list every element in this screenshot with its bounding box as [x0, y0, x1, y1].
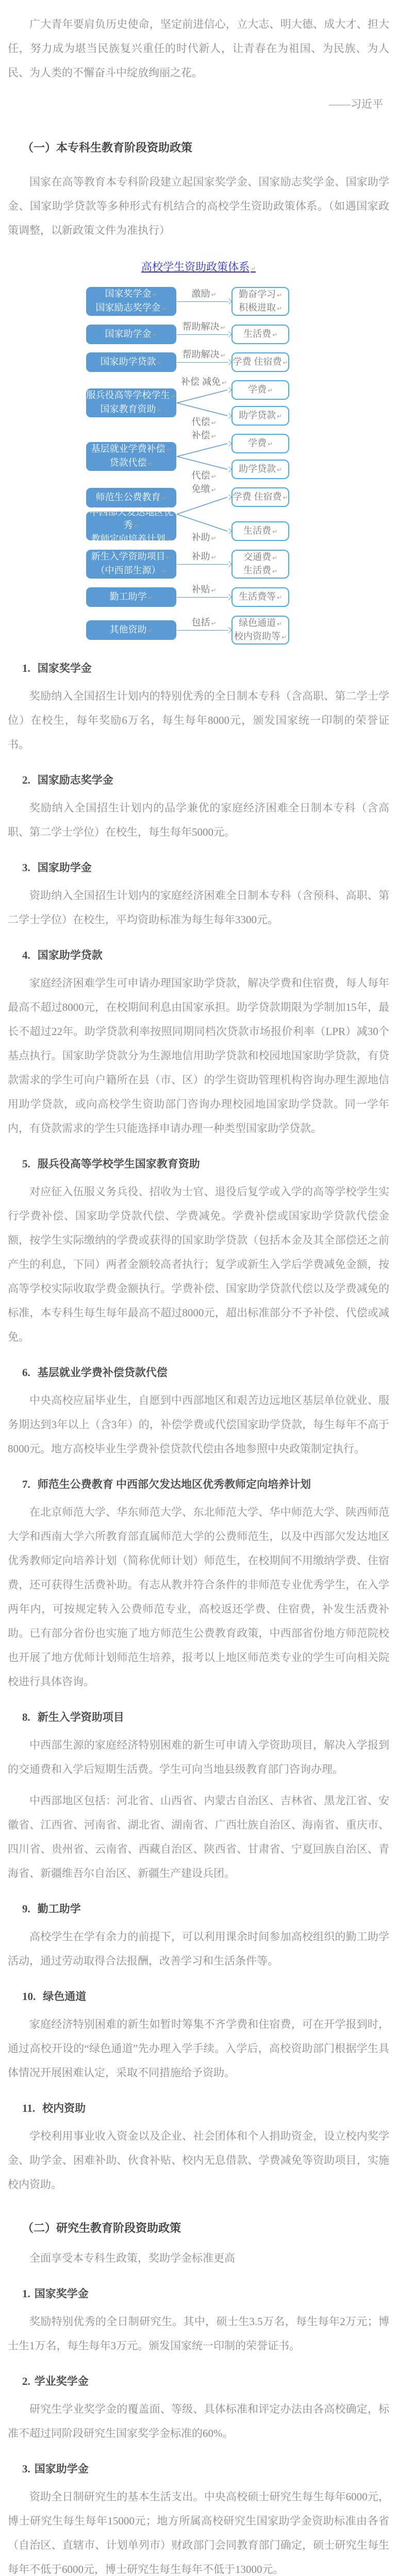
leader-quote: 广大青年要肩负历史使命，坚定前进信心，立大志、明大德、成大才、担大任，努力成为堪当民族复兴重任的时代新人，让青春在为祖国、为民族、为人民、为人类的不懈奋斗中绽放绚丽之花。 [8, 18, 389, 79]
flow-target-box [231, 287, 289, 316]
policy-item [8, 771, 389, 844]
flowchart-row [86, 349, 292, 372]
flow-connector [176, 430, 231, 481]
flow-box-line: 助学贷款 ↵ [233, 463, 288, 476]
flow-box-line: 服兵役高等学校学生 ↵ [86, 389, 176, 403]
flow-arrow-label: 免缴 ↵ [191, 483, 216, 496]
item-heading [22, 1476, 389, 1493]
diagram-title-row [8, 258, 389, 277]
flow-box-line: 基层就业学费补偿 ↵ [86, 443, 176, 456]
flowchart-row [86, 484, 292, 544]
flow-arrow-label: 补贴 ↵ [191, 584, 216, 596]
quote-attribution: ——习近平 [329, 98, 383, 110]
flow-connector [176, 377, 231, 427]
undergrad-intro-paragraph: 国家在高等教育本专科阶段建立起国家奖学金、国家励志奖学金、国家助学金、国家助学贷款等多种形式有机结合的高校学生资助政策体系。（如遇国家政策调整，以新政策文件为准执行） [8, 176, 389, 236]
flow-box-line: 国家助学贷款 ↵ [86, 355, 176, 369]
item-heading [22, 946, 389, 964]
item-paragraph: 学校利用事业收入资金以及企业、社会团体和个人捐助资金，设立校内奖学金、助学金、困难补助、伙食补贴、校内无息借款、学费减免等资助项目，实施校内资助。 [8, 2130, 389, 2191]
item-heading [22, 771, 389, 789]
item-number: 4. [22, 949, 30, 961]
flowchart-row [86, 430, 292, 481]
flow-box-line: 生活费 ↵ [233, 524, 288, 538]
arrow-line [177, 301, 228, 302]
flow-connector [176, 321, 231, 344]
item-title: 基层就业学费补偿贷款代偿 [37, 1366, 168, 1379]
item-paragraph: 高校学生在学有余力的前提下，可以利用课余时间参加高校组织的勤工助学活动，通过劳动取得合法报酬，改善学习和生活条件等。 [8, 1930, 389, 1967]
policy-item [8, 1708, 389, 1886]
item-title: 国家助学贷款 [37, 949, 103, 961]
flow-source-box [86, 506, 176, 544]
flow-box-line: 国家助学金 ↵ [86, 328, 176, 342]
item-number: 10. [22, 1990, 36, 2003]
item-paragraph: 家庭经济特别困难的新生如暂时筹集不齐学费和住宿费，可在开学报到时，通过高校开设的“绿色通道”先办理入学手续。入学后，高校资助部门根据学生具体情况开展困难认定，采取不同措施给予资助。 [8, 2018, 389, 2079]
item-paragraph: 在北京师范大学、华东师范大学、东北师范大学、华中师范大学、陕西师范大学和西南大学六所教育部直属师范大学的公费师范生，以及中西部欠发达地区优秀教师定向培养计划（简称优师计划）师范生，在校期间不用缴纳学费、住宿费，还可获得生活费补助。有志从教并符合条件的非师范专业优秀学生，在入学两年内，可按规定转入公费师范专业，高校返还学费、住宿费，补发生活费补助。已有部分省份也实施了地方师范生公费教育政策，中西部省份地方师范院校也开展了地方优师计划师范生培养，报考以上地区师范类专业的学生可向相关院校进行具体咨询。 [8, 1506, 389, 1688]
policy-item [8, 2285, 389, 2358]
flow-box-line: 国家励志奖学金 ↵ [86, 301, 176, 315]
flow-source-box [86, 587, 176, 607]
flow-target-box [231, 380, 289, 400]
flow-box-line: （中西部生源） ↵ [86, 564, 176, 578]
flow-box-line: 助学贷款 ↵ [233, 409, 288, 422]
flow-box-line: 校内资助等 ↵ [233, 630, 288, 643]
flow-box-line: 生活费等 ↵ [233, 590, 288, 604]
flow-box-line: 贷款代偿 ↵ [86, 456, 176, 470]
flow-box-line: 新生入学资助项目 ↵ [86, 550, 176, 564]
item-number: 3. [22, 2463, 30, 2475]
policy-item [8, 1155, 389, 1349]
flow-arrow-label: 包括 ↵ [191, 617, 216, 629]
item-title: 师范生公费教育 中西部欠发达地区优秀教师定向培养计划 [37, 1478, 311, 1490]
flow-box-line: 勤工助学 ↵ [86, 590, 176, 604]
flow-box-line: 绿色通道 ↵ [233, 617, 288, 630]
policy-item [8, 1988, 389, 2085]
flow-connector [176, 349, 231, 372]
flow-box-line: 交通费 ↵ [233, 551, 288, 564]
item-paragraph: 中央高校应届毕业生，自愿到中西部地区和艰苦边远地区基层单位就业、服务期达到3年以上（含3年）的，补偿学费或代偿国家助学贷款，每生每年不高于8000元。地方高校毕业生学费补偿贷款代偿由各地参照中央政策制定执行。 [8, 1394, 389, 1455]
flowchart-row [86, 377, 292, 427]
item-title: 服兵役高等学校学生国家教育资助 [37, 1158, 200, 1170]
arrow-head-icon [226, 298, 231, 304]
flow-arrow-label: 帮助解决 ↵ [182, 349, 225, 361]
flow-box-line: 生活费 ↵ [233, 564, 288, 578]
arrow-line [177, 334, 228, 335]
flow-source-box [86, 550, 176, 579]
item-paragraph: 奖励纳入全国招生计划内的特别优秀的全日制本专科（含高职、第二学士学位）在校生，每年奖励6万名，每生每年8000元，颁发国家统一印制的荣誉证书。 [8, 690, 389, 751]
aid-policy-flowchart [86, 286, 292, 645]
item-number: 11. [22, 2102, 36, 2114]
policy-item [8, 1900, 389, 1973]
item-number: 3. [22, 861, 30, 874]
arrow-head-icon [226, 627, 231, 633]
flow-box-line: 积极进取 ↵ [233, 301, 288, 315]
flow-box-line: 国家奖学金 ↵ [86, 287, 176, 301]
flow-box-line: 学费 住宿费 ↵ [233, 355, 288, 369]
item-number: 1. [22, 2287, 30, 2300]
fork-arrows [176, 380, 231, 426]
diagram-title-link[interactable]: 高校学生资助政策体系 ↵ [141, 261, 256, 273]
item-title: 校内资助 [42, 2102, 86, 2114]
flow-target-box [231, 406, 289, 426]
flowchart-row [86, 549, 292, 579]
arrow-line [177, 362, 228, 363]
arrow-head-icon [226, 561, 231, 567]
flow-source-box [86, 287, 176, 316]
flowchart-row [86, 584, 292, 607]
flowchart-row [86, 286, 292, 316]
flow-arrow-label: 帮助解决 ↵ [182, 321, 225, 333]
flow-source-box [86, 352, 176, 372]
flow-connector [176, 584, 231, 607]
item-title: 国家奖学金 [37, 662, 92, 674]
flow-box-line: 学费 ↵ [233, 383, 288, 397]
flow-box-line: 学费 ↵ [233, 437, 288, 450]
policy-item [8, 2099, 389, 2197]
policy-item [8, 859, 389, 932]
policy-item [8, 946, 389, 1141]
item-number: 5. [22, 1158, 30, 1170]
flow-target-box [231, 587, 289, 607]
flow-connector [176, 615, 231, 645]
flow-box-line: 学费 住宿费 ↵ [233, 490, 288, 504]
flow-arrow-label: 代偿 ↵ [191, 470, 216, 482]
flowchart-row [86, 321, 292, 344]
arrow-line [177, 630, 228, 631]
flow-arrow-label: 补偿 ↵ [191, 430, 216, 442]
item-paragraph: 资助全日制研究生的基本生活支出。中央高校硕士研究生每生每年6000元，博士研究生每生每年15000元；地方所属高校研究生国家助学金资助标准由各省（自治区、直辖市、计划单列市）财政部门会同教育部门确定，硕士研究生每生每年不低于6000元，博士研究生每生每年不低于13000元。 [8, 2490, 389, 2575]
item-title: 新生入学资助项目 [37, 1711, 124, 1723]
arrow-head-icon [226, 331, 231, 337]
flow-arrow-label: 补助 ↵ [191, 551, 216, 563]
item-paragraph: 家庭经济困难学生可申请办理国家助学贷款，解决学费和住宿费，每人每年最高不超过8000元，在校期间利息由国家承担。助学贷款期限为学制加15年，最长不超过22年。助学贷款利率按照同期同档次贷款市场报价利率（LPR）减30个基点执行。国家助学贷款分为生源地信用助学贷款和校园地国家助学贷款，有贷款需求的学生可向户籍所在县（市、区）的学生资助管理机构咨询办理生源地信用助学贷款，或向高校学生资助部门咨询办理校园地国家助学贷款。同一学年内，有贷款需求的学生只能选择申请办理一种类型国家助学贷款。 [8, 977, 389, 1134]
policy-item [8, 1476, 389, 1694]
item-heading [22, 1900, 389, 1918]
flow-connector [176, 549, 231, 579]
flowchart-row [86, 615, 292, 645]
item-heading [22, 2460, 389, 2478]
fork-arrows [176, 434, 231, 479]
flow-box-line: 中西部欠发达地区优秀 ↵ [86, 506, 176, 533]
item-heading [22, 2372, 389, 2390]
flow-arrow-label: 激励 ↵ [191, 288, 216, 300]
item-heading [22, 659, 389, 677]
item-heading [22, 1988, 389, 2005]
flow-box-line: 教师定向培养计划 ↵ [86, 533, 176, 547]
flow-box-line: 勤奋学习 ↵ [233, 288, 288, 301]
arrow-head-icon [226, 594, 231, 600]
item-number: 1. [22, 662, 30, 674]
item-number: 9. [22, 1903, 30, 1915]
item-paragraph: 奖励纳入全国招生计划内的品学兼优的家庭经济困难全日制本专科（含高职、第二学士学位）在校生，每生每年5000元。 [8, 802, 389, 838]
item-heading [22, 1364, 389, 1381]
flow-box-line: 师范生公费教育 ↵ [86, 491, 176, 505]
item-heading [22, 1708, 389, 1726]
flow-box-line: 生活费 ↵ [233, 328, 288, 341]
item-number: 2. [22, 774, 30, 786]
arrow-line [177, 597, 228, 598]
graduate-intro-paragraph: 全面享受本专科生政策，奖助学金标准更高 [29, 2252, 235, 2264]
policy-item [8, 2460, 389, 2576]
flow-source-box [86, 488, 176, 507]
flow-arrow-label: 补偿 减免 ↵ [181, 376, 227, 388]
flow-target-box [231, 487, 289, 507]
flow-connector [176, 484, 231, 543]
flow-source-box [86, 325, 176, 344]
flow-target-box [231, 550, 289, 579]
flow-target-box [231, 521, 289, 541]
item-title: 学业奖学金 [34, 2375, 89, 2387]
item-heading [22, 2285, 389, 2302]
section-heading-graduate: （二）研究生教育阶段资助政策 [22, 2222, 181, 2234]
flow-arrow-label: 代偿 ↵ [191, 416, 216, 429]
item-paragraph: 中西部生源的家庭经济特别困难的新生可申请入学资助项目，解决入学报到的交通费和入学后短期生活费。学生可向当地县级教育部门咨询办理。 [8, 1739, 389, 1775]
policy-item [8, 2372, 389, 2446]
item-title: 国家奖学金 [34, 2287, 89, 2300]
flow-target-box [231, 325, 289, 344]
policy-item [8, 1364, 389, 1461]
item-paragraph: 研究生学业奖学金的覆盖面、等级、具体标准和评定办法由各高校确定，标准不超过同阶段研究生国家奖学金标准的60%。 [8, 2403, 389, 2439]
flow-target-box [231, 434, 289, 453]
flow-box-line: 其他资助 ↵ [86, 623, 176, 637]
item-title: 绿色通道 [43, 1990, 87, 2003]
flow-box-line: 国家教育资助 ↵ [86, 403, 176, 417]
item-number: 7. [22, 1478, 30, 1490]
item-title: 勤工助学 [37, 1903, 81, 1915]
item-paragraph: 中西部地区包括：河北省、山西省、内蒙古自治区、吉林省、黑龙江省、安徽省、江西省、河南省、湖北省、湖南省、广西壮族自治区、海南省、重庆市、四川省、贵州省、云南省、西藏自治区、陕西省、甘肃省、宁夏回族自治区、青海省、新疆维吾尔自治区、新疆生产建设兵团。 [8, 1794, 389, 1879]
flow-arrow-label: 补助 ↵ [191, 532, 216, 544]
item-paragraph: 资助纳入全国招生计划内的家庭经济困难全日制本专科（含预科、高职、第二学士学位）在校生，平均资助标准为每生每年3300元。 [8, 889, 389, 926]
item-heading [22, 1155, 389, 1173]
item-title: 国家励志奖学金 [37, 774, 113, 786]
arrow-line [177, 564, 228, 565]
item-number: 2. [22, 2375, 30, 2387]
policy-item [8, 659, 389, 757]
item-heading [22, 2099, 389, 2117]
item-paragraph: 对应征入伍服义务兵役、招收为士官、退役后复学或入学的高等学校学生实行学费补偿、国家助学贷款代偿、学费减免。学费补偿或国家助学贷款代偿金额，按学生实际缴纳的学费或获得的国家助学贷款（包括本金及其全部偿还之前产生的利息，下同）两者金额较高者执行；复学或新生入学后学费减免金额，按高等学校实际收取学费金额执行。学费补偿、国家助学贷款代偿以及学费减免的标准，本专科生每生每年最高不超过8000元，超出标准部分不予补偿、代偿或减免。 [8, 1185, 389, 1343]
arrow-head-icon [226, 359, 231, 365]
flow-source-box [86, 388, 176, 417]
flow-target-box [231, 460, 289, 479]
flow-connector [176, 286, 231, 316]
item-number: 8. [22, 1711, 30, 1723]
item-title: 国家助学金 [34, 2463, 89, 2475]
flow-source-box [86, 620, 176, 640]
section-heading-undergrad: （一）本专科生教育阶段资助政策 [22, 141, 193, 154]
item-paragraph: 奖励特别优秀的全日制研究生。其中，硕士生3.5万名，每生每年2万元；博士生1万名，每生每年3万元。颁发国家统一印制的荣誉证书。 [8, 2315, 389, 2352]
item-title: 国家助学金 [37, 861, 92, 874]
flow-target-box [231, 352, 289, 372]
flow-source-box [86, 442, 176, 471]
fork-arrows [176, 487, 231, 541]
item-heading [22, 859, 389, 876]
flow-target-box [231, 616, 289, 645]
item-number: 6. [22, 1366, 30, 1379]
